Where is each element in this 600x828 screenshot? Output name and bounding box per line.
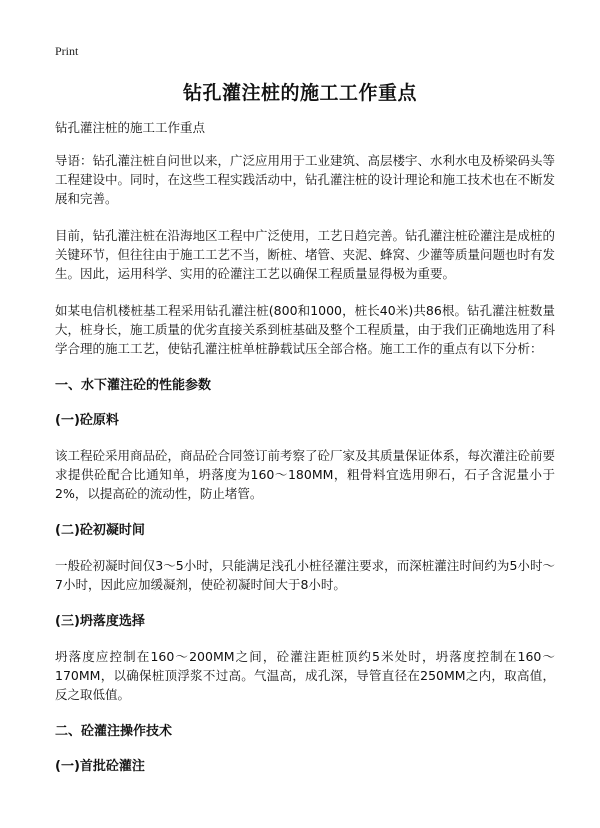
materials-paragraph: 该工程砼采用商品砼，商品砼合同签订前考察了砼厂家及其质量保证体系，每次灌注砼前要求提供砼配合比通知单，坍落度为160～180MM，粗骨料宜选用卵石，石子含泥量小于2%，以提高砼的流动性，防止堵管。 [55, 448, 556, 501]
article-subtitle: 钻孔灌注桩的施工工作重点 [55, 120, 206, 135]
page-title: 钻孔灌注桩的施工工作重点 [182, 82, 417, 104]
subsection-heading-setting-time: (二)砼初凝时间 [55, 523, 145, 538]
subsection-heading-first-pour: (一)首批砼灌注 [55, 759, 145, 774]
slump-paragraph: 坍落度应控制在160～200MM之间，砼灌注距桩顶约5米处时，坍落度控制在160～170MM，以确保桩顶浮浆不过高。气温高，成孔深，导管直径在250MM之内，取高值，反之取低值。 [55, 649, 555, 702]
section-heading-1: 一、水下灌注砼的性能参数 [55, 378, 212, 393]
subsection-heading-slump: (三)坍落度选择 [55, 614, 145, 629]
subsection-heading-materials: (一)砼原料 [55, 413, 119, 428]
current-status-paragraph: 目前，钻孔灌注桩在沿海地区工程中广泛使用，工艺日趋完善。钻孔灌注桩砼灌注是成桩的关键环节，但往往由于施工工艺不当，断桩、堵管、夹泥、蜂窝、少灌等质量问题也时有发生。因此，运用科学、实用的砼灌注工艺以确保工程质量显得极为重要。 [55, 228, 556, 281]
section-heading-2: 二、砼灌注操作技术 [55, 724, 173, 739]
case-paragraph: 如某电信机楼桩基工程采用钻孔灌注桩(800和1000，桩长40米)共86根。钻孔灌注桩数量大，桩身长，施工质量的优劣直接关系到桩基础及整个工程质量，由于我们正确地选用了科学合理的施工工艺，使钻孔灌注桩单桩静载试压全部合格。施工工作的重点有以下分析： [55, 303, 556, 356]
article-body [55, 118, 555, 792]
setting-time-paragraph: 一般砼初凝时间仅3～5小时，只能满足浅孔小桩径灌注要求，而深桩灌注时间约为5小时～7小时，因此应加缓凝剂，使砼初凝时间大于8小时。 [55, 558, 555, 592]
print-link[interactable]: Print [55, 44, 79, 58]
intro-paragraph: 导语：钻孔灌注桩自问世以来，广泛应用用于工业建筑、高层楼宇、水利水电及桥梁码头等工程建设中。同时，在这些工程实践活动中，钻孔灌注桩的设计理论和施工技术也在不断发展和完善。 [55, 153, 556, 206]
